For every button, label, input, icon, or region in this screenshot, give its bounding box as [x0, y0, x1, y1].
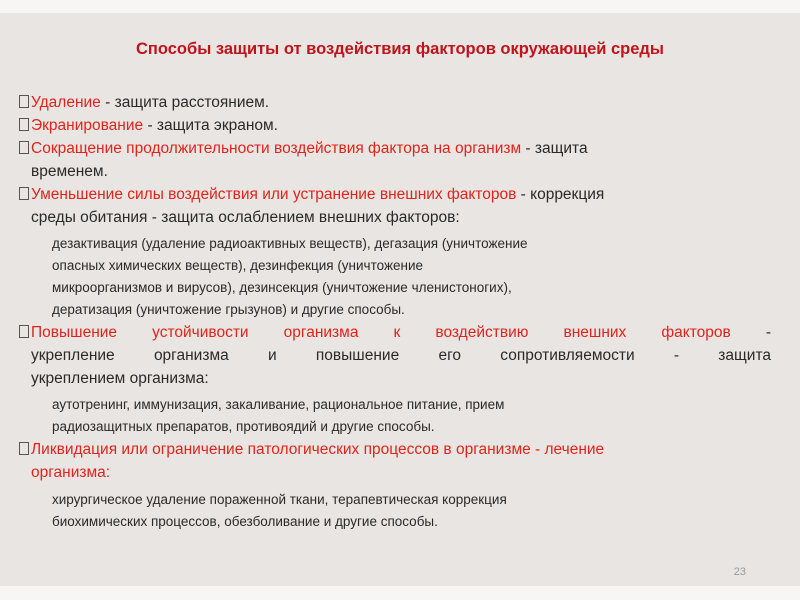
list-item-duration — [19, 137, 771, 160]
item-text: - защита расстоянием. — [100, 94, 270, 111]
decontamination-examples — [19, 233, 771, 321]
slide-title: Способы защиты от воздействия факторов окружающей среды — [136, 40, 664, 58]
list-item-resistance — [19, 321, 771, 344]
item-term: Экранирование — [31, 117, 144, 134]
example-line: радиозащитных препаратов, противоядий и другие способы. — [52, 419, 435, 434]
bullet-icon — [19, 95, 29, 108]
top-bar — [0, 0, 800, 13]
item-continuation: среды обитания - защита ослаблением внешних факторов: — [31, 209, 460, 226]
example-line: аутотренинг, иммунизация, закаливание, рациональное питание, прием — [52, 397, 505, 412]
item-term: Уменьшение силы воздействия или устранение внешних факторов — [31, 186, 517, 203]
bottom-bar — [0, 586, 800, 600]
item-continuation: укреплением организма: — [31, 370, 209, 387]
bullet-icon — [19, 442, 29, 455]
item-term: Повышение устойчивости организма к воздействию внешних факторов — [31, 324, 731, 341]
example-line: биохимических процессов, обезболивание и другие способы. — [52, 514, 438, 529]
item-text: - — [730, 324, 771, 341]
item-term: Удаление — [31, 94, 101, 111]
example-line: хирургическое удаление пораженной ткани, терапевтическая коррекция — [52, 492, 507, 507]
list-item-shielding — [19, 114, 771, 137]
item-text: - коррекция — [516, 186, 605, 203]
list-item-reduction — [19, 183, 771, 206]
page-number: 23 — [733, 566, 746, 578]
slide-content — [19, 91, 771, 533]
item-term: Сокращение продолжительности воздействия фактора на организм — [31, 140, 522, 157]
list-item-treatment — [19, 438, 771, 461]
bullet-icon — [19, 325, 29, 338]
bullet-icon — [19, 118, 29, 131]
item-continuation: организма: — [31, 464, 111, 481]
example-line: дератизация (уничтожение грызунов) и другие способы. — [52, 302, 405, 317]
treatment-examples — [19, 489, 771, 533]
item-continuation: укрепление организма и повышение его сопротивляемости - защита — [31, 347, 771, 364]
item-text: - защита — [521, 140, 588, 157]
example-line: опасных химических веществ), дезинфекция (уничтожение — [52, 258, 424, 273]
example-line: микроорганизмов и вирусов), дезинсекция (уничтожение членистоногих), — [52, 280, 512, 295]
strengthening-examples — [19, 394, 771, 438]
bullet-icon — [19, 141, 29, 154]
item-text: - защита экраном. — [143, 117, 278, 134]
bullet-icon — [19, 187, 29, 200]
list-item-removal — [19, 91, 771, 114]
item-continuation: временем. — [31, 163, 108, 180]
item-term: Ликвидация или ограничение патологических процессов в организме - лечение — [31, 441, 605, 458]
example-line: дезактивация (удаление радиоактивных веществ), дегазация (уничтожение — [52, 236, 528, 251]
